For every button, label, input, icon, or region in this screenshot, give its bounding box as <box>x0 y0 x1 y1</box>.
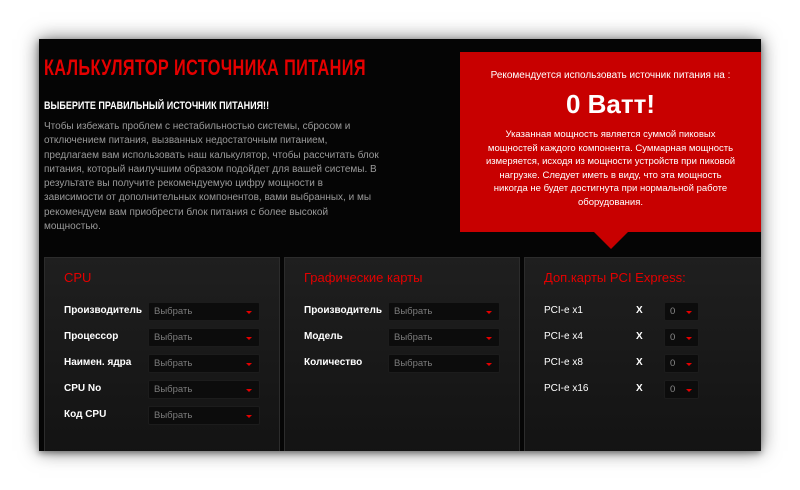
pci-x8-row <box>525 354 761 374</box>
psu-calculator-window <box>39 39 761 451</box>
result-box <box>460 52 761 232</box>
cpu-core-name-select[interactable] <box>148 354 260 373</box>
page-title: КАЛЬКУЛЯТОР ИСТОЧНИКА ПИТАНИЯ <box>44 55 366 80</box>
pci-x4-quantity-value: 0 <box>670 332 676 343</box>
cpu-core-name-row <box>45 354 281 374</box>
gpu-model-row <box>285 328 521 348</box>
gpu-manufacturer-row <box>285 302 521 322</box>
cpu-code-value: Выбрать <box>154 410 193 421</box>
gpu-model-label: Модель <box>304 331 343 342</box>
multiply-sign: X <box>636 331 643 342</box>
gpu-manufacturer-label: Производитель <box>304 305 382 316</box>
cpu-panel-title: CPU <box>64 270 92 285</box>
multiply-sign: X <box>636 383 643 394</box>
gpu-quantity-row <box>285 354 521 374</box>
cpu-number-value: Выбрать <box>154 384 193 395</box>
gpu-panel <box>284 257 520 451</box>
gpu-panel-title: Графические карты <box>304 270 423 285</box>
caret-down-icon <box>246 363 252 366</box>
pci-x8-label: PCI-e x8 <box>544 357 583 368</box>
cpu-processor-select[interactable] <box>148 328 260 347</box>
pci-x16-row <box>525 380 761 400</box>
cpu-processor-row <box>45 328 281 348</box>
cpu-manufacturer-select[interactable] <box>148 302 260 321</box>
pci-panel <box>524 257 761 451</box>
pci-x4-quantity-select[interactable] <box>664 328 699 347</box>
pci-x1-label: PCI-e x1 <box>544 305 583 316</box>
caret-down-icon <box>686 363 692 366</box>
cpu-core-name-label: Наимен. ядра <box>64 357 132 368</box>
pci-x4-row <box>525 328 761 348</box>
gpu-quantity-value: Выбрать <box>394 358 433 369</box>
caret-down-icon <box>486 311 492 314</box>
pci-x8-quantity-select[interactable] <box>664 354 699 373</box>
cpu-code-row <box>45 406 281 426</box>
gpu-model-select[interactable] <box>388 328 500 347</box>
page-subtitle: ВЫБЕРИТЕ ПРАВИЛЬНЫЙ ИСТОЧНИК ПИТАНИЯ!! <box>44 100 270 112</box>
gpu-manufacturer-value: Выбрать <box>394 306 433 317</box>
pci-x1-quantity-select[interactable] <box>664 302 699 321</box>
intro-text: Чтобы избежать проблем с нестабильностью системы, сбросом и отключением питания, вызванных недостаточным питанием, предлагаем вам использовать наш калькулятор, чтобы рассчитать блок питания, который наилучшим образом подойдет для вашей системы. В результате вы получите рекомендуемую цифру мощности в зависимости от дополнительных компонентов, вами выбранных, и мы рекомендуем вам приобрести блок питания с более высокой мощностью. <box>44 121 379 233</box>
cpu-manufacturer-value: Выбрать <box>154 306 193 317</box>
pci-panel-title: Доп.карты PCI Express: <box>544 270 686 285</box>
result-note: Указанная мощность является суммой пиковых мощностей каждого компонента. Суммарная мощность измеряется, исходя из мощности устройств при пиковой нагрузке. Следует иметь в виду, что эта мощность никогда не будет достигнута при нормальной работе оборудования. <box>485 129 736 208</box>
caret-down-icon <box>246 415 252 418</box>
cpu-processor-label: Процессор <box>64 331 119 342</box>
result-caption: Рекомендуется использовать источник питания на : <box>490 70 731 81</box>
multiply-sign: X <box>636 357 643 368</box>
caret-down-icon <box>686 337 692 340</box>
pci-x8-quantity-value: 0 <box>670 358 676 369</box>
caret-down-icon <box>686 311 692 314</box>
pci-x16-quantity-value: 0 <box>670 384 676 395</box>
caret-down-icon <box>246 389 252 392</box>
caret-down-icon <box>686 389 692 392</box>
cpu-code-select[interactable] <box>148 406 260 425</box>
caret-down-icon <box>486 337 492 340</box>
pci-x1-row <box>525 302 761 322</box>
cpu-code-label: Код CPU <box>64 409 107 420</box>
cpu-manufacturer-row <box>45 302 281 322</box>
pci-x16-quantity-select[interactable] <box>664 380 699 399</box>
caret-down-icon <box>486 363 492 366</box>
pci-x1-quantity-value: 0 <box>670 306 676 317</box>
cpu-core-name-value: Выбрать <box>154 358 193 369</box>
cpu-panel <box>44 257 280 451</box>
pci-x16-label: PCI-e x16 <box>544 383 589 394</box>
multiply-sign: X <box>636 305 643 316</box>
gpu-manufacturer-select[interactable] <box>388 302 500 321</box>
cpu-number-select[interactable] <box>148 380 260 399</box>
gpu-quantity-label: Количество <box>304 357 363 368</box>
gpu-quantity-select[interactable] <box>388 354 500 373</box>
caret-down-icon <box>246 311 252 314</box>
cpu-processor-value: Выбрать <box>154 332 193 343</box>
gpu-model-value: Выбрать <box>394 332 433 343</box>
pci-x4-label: PCI-e x4 <box>544 331 583 342</box>
cpu-number-row <box>45 380 281 400</box>
caret-down-icon <box>246 337 252 340</box>
result-wattage: 0 Ватт! <box>565 89 656 119</box>
cpu-number-label: CPU No <box>64 383 102 394</box>
cpu-manufacturer-label: Производитель <box>64 305 142 316</box>
